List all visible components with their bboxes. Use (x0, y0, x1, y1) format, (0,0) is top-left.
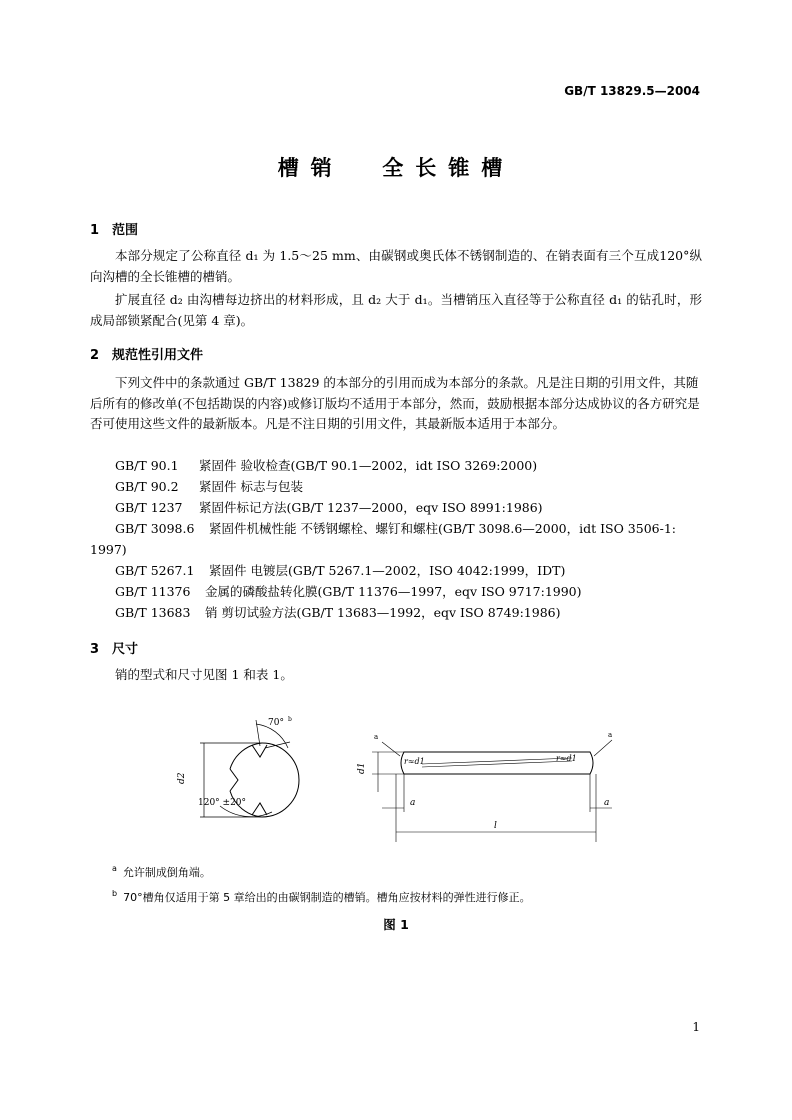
reference-code: GB/T 90.2 (115, 479, 179, 494)
groove-line (422, 758, 572, 764)
label-a-right: a (604, 798, 610, 808)
reference-item (115, 603, 561, 624)
reference-text: 销 剪切试验方法(GB/T 13683—1992，eqv ISO 8749:1986) (205, 605, 561, 620)
section-number: 3 (90, 642, 100, 657)
reference-code: GB/T 90.1 (115, 458, 179, 473)
figure-note (112, 864, 211, 880)
label-d1: d1 (357, 762, 367, 774)
section-title: 规范性引用文件 (112, 348, 204, 363)
reference-text: 紧固件 电镀层(GB/T 5267.1—2002，ISO 4042:1999，IDT) (209, 563, 566, 578)
groove-profile (230, 769, 238, 791)
groove-profile (252, 745, 267, 757)
reference-code: GB/T 1237 (115, 500, 183, 515)
reference-item (115, 498, 543, 519)
cross-section-outline (262, 743, 299, 817)
dimensions-intro: 销的型式和尺寸见图 1 和表 1。 (115, 667, 293, 682)
figure-caption: 图 1 (383, 917, 409, 932)
reference-item (115, 582, 582, 603)
label-d2: d2 (177, 772, 187, 784)
standard-code: GB/T 13829.5—2004 (564, 84, 700, 98)
scope-paragraph-2: 扩展直径 d₂ 由沟槽每边挤出的材料形成，且 d₂ 大于 d₁。当槽销压入直径等于公称直径 d₁ 的钻孔时，形成局部锁紧配合(见第 4 章)。 (90, 292, 702, 328)
section-number: 2 (90, 348, 100, 363)
reference-text: 紧固件机械性能 不锈钢螺栓、螺钉和螺柱(GB/T 3098.6—2000，idt ISO 3506-1: (209, 521, 677, 536)
angle-label-70: 70° (268, 718, 284, 728)
reference-item (115, 456, 537, 477)
label-a-left: a (410, 798, 416, 808)
figure-1-drawing (160, 712, 630, 842)
section-title: 尺寸 (112, 642, 139, 657)
angle-label-120: 120° ±20° (198, 798, 247, 808)
note-text: 允许制成倒角端。 (122, 866, 211, 879)
note-mark: b (112, 889, 118, 899)
label-r-right: r≈d1 (556, 754, 577, 763)
note-text: 70°槽角仅适用于第 5 章给出的由碳钢制造的槽销。槽角应按材料的弹性进行修正。 (123, 891, 531, 904)
leader-line (382, 742, 400, 756)
label-l: l (494, 821, 497, 831)
reference-text: 紧固件 标志与包装 (199, 479, 303, 494)
reference-text: 紧固件 验收检查(GB/T 90.1—2002，idt ISO 3269:2000) (199, 458, 538, 473)
scope-paragraph-1: 本部分规定了公称直径 d₁ 为 1.5～25 mm、由碳钢或奥氏体不锈钢制造的、在销表面有三个互成120°纵向沟槽的全长锥槽的槽销。 (90, 248, 702, 284)
reference-item (115, 561, 565, 582)
section-number: 1 (90, 223, 100, 238)
reference-code: GB/T 3098.6 (115, 521, 195, 536)
reference-continuation: 1997) (90, 542, 127, 557)
page-number: 1 (692, 1020, 700, 1034)
leader-line (594, 740, 612, 756)
figure-note (112, 889, 531, 905)
note-mark: a (112, 864, 117, 874)
reference-item (115, 477, 303, 498)
reference-code: GB/T 13683 (115, 605, 191, 620)
note-mark-a: a (374, 733, 379, 741)
angle-note-mark: b (288, 716, 292, 723)
section-title: 范围 (112, 223, 139, 238)
groove-profile (252, 803, 267, 815)
groove-line (422, 761, 572, 767)
reference-code: GB/T 5267.1 (115, 563, 195, 578)
reference-text: 紧固件标记方法(GB/T 1237—2000，eqv ISO 8991:1986) (199, 500, 543, 515)
section-3-heading (90, 638, 138, 657)
reference-text: 金属的磷酸盐转化膜(GB/T 11376—1997，eqv ISO 9717:1990) (205, 584, 582, 599)
document-title: 槽销 全长锥槽 (277, 156, 515, 180)
label-r-left: r≈d1 (404, 757, 425, 766)
note-mark-a: a (608, 731, 613, 739)
section-1-heading (90, 219, 138, 238)
extension-line (256, 720, 260, 746)
section-2-heading (90, 344, 203, 363)
reference-code: GB/T 11376 (115, 584, 191, 599)
reference-item (115, 519, 676, 540)
cross-section-outline (230, 743, 262, 769)
references-intro: 下列文件中的条款通过 GB/T 13829 的本部分的引用而成为本部分的条款。凡是注日期的引用文件，其随后所有的修改单(不包括勘误的内容)或修订版均不适用于本部分，然而，鼓励根据本部分达成协议的各方研究是否可使用这些文件的最新版本。凡是不注日期的引用文件，其最新版本适用于本部分。 (90, 375, 700, 431)
